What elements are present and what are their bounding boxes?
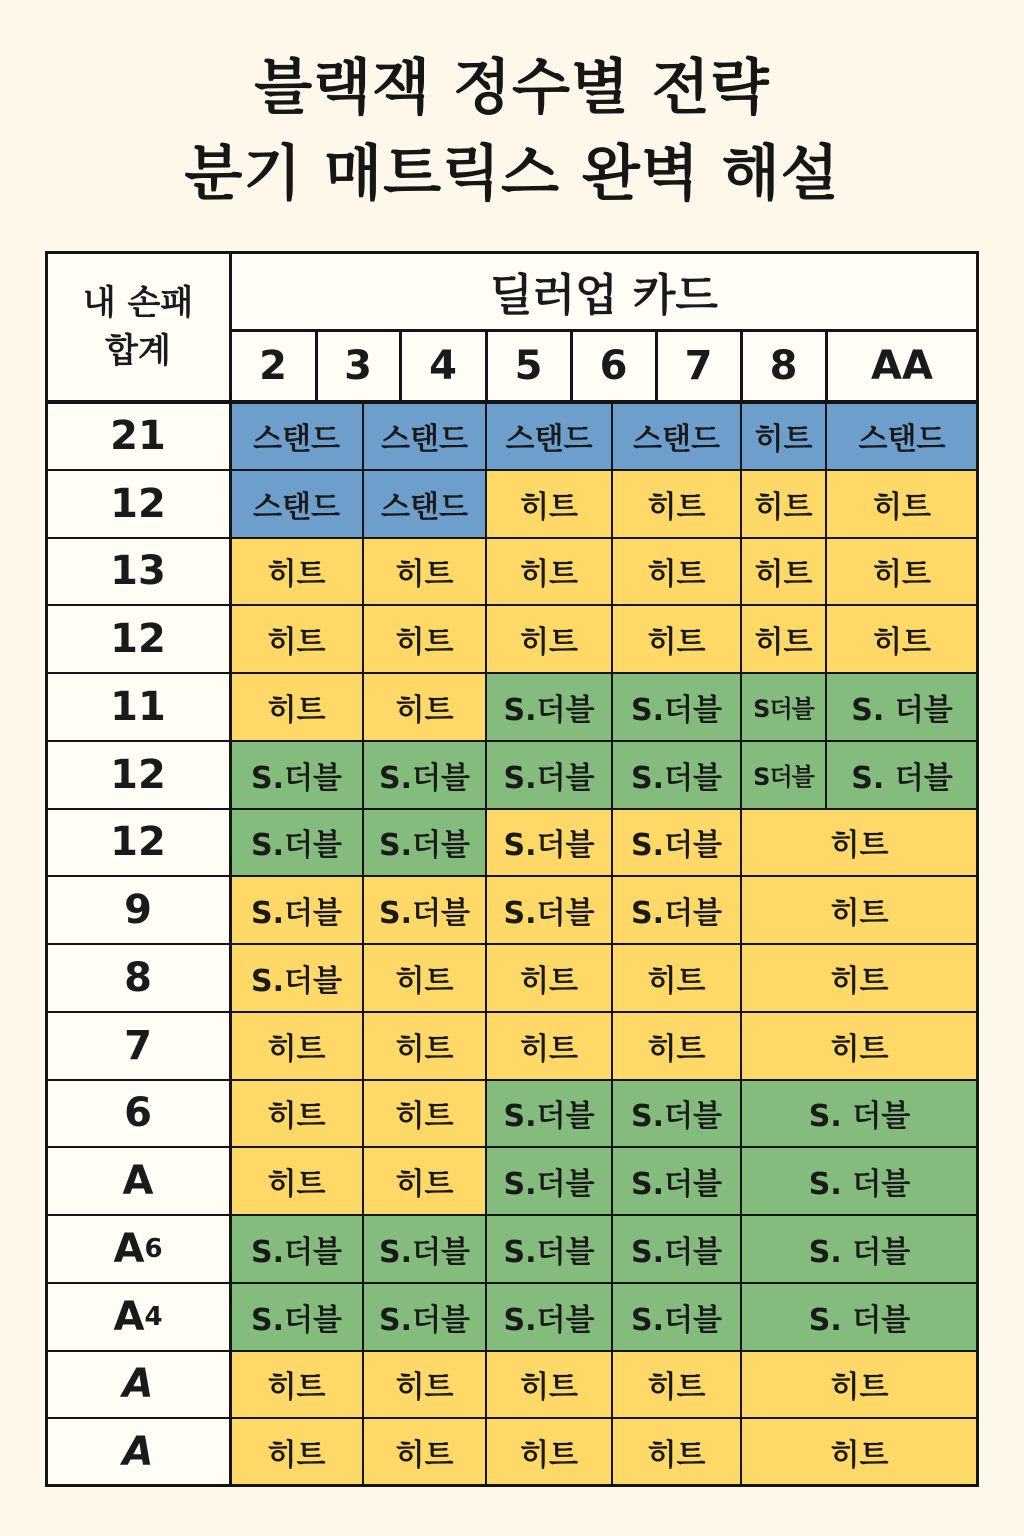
row-divider: [46, 875, 978, 877]
action-cell: S. 더블: [741, 1147, 978, 1215]
action-cell: 스탠드: [612, 402, 741, 470]
action-cell: S.더블: [612, 1080, 741, 1148]
cell-divider: [485, 605, 487, 673]
cell-divider: [485, 1351, 487, 1419]
cell-divider: [362, 1215, 364, 1283]
row-divider: [46, 1079, 978, 1081]
cell-divider: [362, 944, 364, 1012]
cell-divider: [362, 402, 364, 470]
cell-divider: [611, 538, 613, 606]
cell-divider: [825, 538, 827, 606]
cell-divider: [611, 944, 613, 1012]
cell-divider: [611, 1351, 613, 1419]
action-cell: 히트: [741, 809, 978, 877]
cell-divider: [740, 1012, 742, 1080]
cell-divider: [825, 605, 827, 673]
hand-total-label: [46, 809, 230, 877]
action-cell: 히트: [363, 1351, 486, 1419]
row-divider: [46, 808, 978, 810]
action-cell: S. 더블: [826, 673, 978, 741]
action-cell: 히트: [486, 1418, 612, 1486]
action-cell: S.더블: [612, 673, 741, 741]
action-cell: S.더블: [486, 1147, 612, 1215]
action-cell: 히트: [612, 1351, 741, 1419]
hand-total-text: 8: [124, 954, 152, 1001]
cell-divider: [740, 538, 742, 606]
dealer-upcard-header: 딜러업 카드: [230, 252, 978, 330]
hand-total-header: 내 손패 합계: [46, 252, 230, 402]
cell-divider: [825, 741, 827, 809]
cell-divider: [740, 1283, 742, 1351]
action-cell: 히트: [230, 1080, 363, 1148]
action-cell: 히트: [486, 470, 612, 538]
action-cell: S.더블: [230, 944, 363, 1012]
action-cell: S.더블: [486, 741, 612, 809]
action-cell: 히트: [486, 538, 612, 606]
action-cell: 히트: [486, 1012, 612, 1080]
cell-divider: [362, 1012, 364, 1080]
hand-total-text: A: [122, 1158, 154, 1205]
page-title-line-1: 블랙잭 정수별 전략: [254, 53, 770, 123]
upcard-header-7: 8: [741, 330, 826, 402]
action-cell: 히트: [486, 944, 612, 1012]
row-divider: [46, 1282, 978, 1284]
action-cell: S.더블: [230, 1283, 363, 1351]
action-cell: 히트: [741, 944, 978, 1012]
cell-divider: [362, 605, 364, 673]
hand-total-text: 12: [110, 819, 166, 866]
hand-total-label: [46, 1012, 230, 1080]
cell-divider: [740, 944, 742, 1012]
row-divider: [46, 1417, 978, 1419]
table-border-right: [976, 251, 979, 1487]
hand-total-label: [46, 538, 230, 606]
action-cell: S.더블: [486, 673, 612, 741]
cell-divider: [611, 1080, 613, 1148]
hand-total-text: 6: [124, 1090, 152, 1137]
action-cell: 히트: [363, 538, 486, 606]
action-cell: S.더블: [486, 809, 612, 877]
cell-divider: [740, 741, 742, 809]
cell-divider: [740, 605, 742, 673]
cell-divider: [740, 402, 742, 470]
hand-total-label: [46, 402, 230, 470]
cell-divider: [740, 1418, 742, 1486]
action-cell: 스탠드: [363, 402, 486, 470]
cell-divider: [611, 673, 613, 741]
cell-divider: [740, 876, 742, 944]
action-cell: 히트: [363, 1080, 486, 1148]
cell-divider: [362, 673, 364, 741]
upcard-header-2: 3: [316, 330, 400, 402]
cell-divider: [485, 944, 487, 1012]
row-divider: [46, 943, 978, 945]
table-border-left: [45, 251, 48, 1487]
cell-divider: [362, 741, 364, 809]
hand-total-text: 12: [110, 751, 166, 798]
cell-divider: [740, 1215, 742, 1283]
action-cell: 히트: [826, 538, 978, 606]
upcard-divider: [315, 330, 318, 402]
action-cell: S.더블: [363, 1215, 486, 1283]
row-divider: [46, 672, 978, 674]
cell-divider: [485, 1215, 487, 1283]
page-title-line-2: 분기 매트릭스 완벽 해설: [184, 139, 840, 209]
hand-total-text: 12: [110, 480, 166, 527]
cell-divider: [740, 1351, 742, 1419]
cell-divider: [362, 809, 364, 877]
cell-divider: [485, 470, 487, 538]
action-cell: 스탠드: [486, 402, 612, 470]
action-cell: 히트: [230, 1351, 363, 1419]
cell-divider: [611, 1418, 613, 1486]
action-cell: S.더블: [230, 741, 363, 809]
action-cell: S.더블: [612, 876, 741, 944]
action-cell: 히트: [826, 470, 978, 538]
row-divider: [46, 1146, 978, 1148]
action-cell: S.더블: [486, 876, 612, 944]
upcard-header-1: 2: [230, 330, 316, 402]
action-cell: S더블: [741, 673, 826, 741]
action-cell: 스탠드: [230, 470, 363, 538]
action-cell: S. 더블: [826, 741, 978, 809]
hand-total-label: [46, 1418, 230, 1486]
cell-divider: [362, 876, 364, 944]
action-cell: 히트: [363, 1012, 486, 1080]
action-cell: S.더블: [486, 1283, 612, 1351]
action-cell: S더블: [741, 741, 826, 809]
row-divider: [46, 740, 978, 742]
hand-total-label: [46, 1351, 230, 1419]
row-divider: [46, 1350, 978, 1352]
cell-divider: [611, 876, 613, 944]
action-cell: S.더블: [486, 1215, 612, 1283]
action-cell: S.더블: [363, 741, 486, 809]
hand-total-text: 12: [110, 616, 166, 663]
row-divider: [46, 537, 978, 539]
action-cell: S.더블: [363, 809, 486, 877]
table-border-top: [45, 251, 979, 254]
hand-total-label: [46, 605, 230, 673]
hand-total-label: [46, 944, 230, 1012]
hand-total-text: 7: [124, 1022, 152, 1069]
cell-divider: [485, 673, 487, 741]
row-divider: [46, 469, 978, 471]
hand-total-label: [46, 673, 230, 741]
action-cell: 히트: [741, 605, 826, 673]
action-cell: 히트: [741, 470, 826, 538]
action-cell: S.더블: [612, 1283, 741, 1351]
upcard-divider: [485, 330, 488, 402]
hand-total-label: [46, 1147, 230, 1215]
action-cell: 히트: [363, 944, 486, 1012]
label-column-divider: [229, 252, 232, 1486]
action-cell: S. 더블: [741, 1215, 978, 1283]
upcard-divider: [740, 330, 743, 402]
row-divider: [46, 1011, 978, 1013]
cell-divider: [825, 673, 827, 741]
hand-total-label: [46, 1080, 230, 1148]
upcard-header-6: 7: [656, 330, 741, 402]
table-border-bottom: [45, 1484, 979, 1487]
cell-divider: [362, 1147, 364, 1215]
cell-divider: [611, 741, 613, 809]
hand-total-text: A: [122, 1429, 154, 1476]
cell-divider: [611, 1283, 613, 1351]
hand-total-text: A: [122, 1361, 154, 1408]
cell-divider: [362, 1351, 364, 1419]
hand-total-superscript: 4: [144, 1301, 163, 1332]
upcard-divider: [825, 330, 828, 402]
action-cell: 히트: [363, 1147, 486, 1215]
hand-total-text: A: [113, 1225, 145, 1272]
action-cell: 히트: [230, 605, 363, 673]
cell-divider: [362, 1283, 364, 1351]
upcard-divider: [399, 330, 402, 402]
action-cell: 히트: [741, 1012, 978, 1080]
action-cell: S. 더블: [741, 1080, 978, 1148]
cell-divider: [362, 1080, 364, 1148]
hand-total-text: A: [113, 1293, 145, 1340]
action-cell: 히트: [363, 605, 486, 673]
action-cell: S.더블: [612, 809, 741, 877]
dealer-header-divider: [230, 329, 978, 332]
hand-total-label: [46, 1283, 230, 1351]
cell-divider: [611, 809, 613, 877]
cell-divider: [611, 1215, 613, 1283]
action-cell: 히트: [612, 538, 741, 606]
action-cell: 히트: [230, 673, 363, 741]
action-cell: 히트: [230, 538, 363, 606]
hand-total-label: [46, 741, 230, 809]
cell-divider: [611, 402, 613, 470]
action-cell: S.더블: [230, 809, 363, 877]
cell-divider: [485, 402, 487, 470]
action-cell: 히트: [486, 1351, 612, 1419]
upcard-divider: [570, 330, 573, 402]
cell-divider: [825, 470, 827, 538]
action-cell: 히트: [741, 1351, 978, 1419]
action-cell: S.더블: [612, 1215, 741, 1283]
cell-divider: [825, 402, 827, 470]
cell-divider: [611, 605, 613, 673]
cell-divider: [740, 470, 742, 538]
hand-total-label: [46, 1215, 230, 1283]
cell-divider: [485, 741, 487, 809]
action-cell: S.더블: [612, 741, 741, 809]
action-cell: S.더블: [363, 1283, 486, 1351]
action-cell: S.더블: [230, 876, 363, 944]
upcard-header-5: 6: [571, 330, 656, 402]
cell-divider: [485, 538, 487, 606]
action-cell: 히트: [363, 1418, 486, 1486]
action-cell: S. 더블: [741, 1283, 978, 1351]
upcard-header-4: 5: [486, 330, 571, 402]
action-cell: 히트: [230, 1418, 363, 1486]
cell-divider: [362, 1418, 364, 1486]
row-divider: [46, 604, 978, 606]
cell-divider: [485, 809, 487, 877]
cell-divider: [362, 470, 364, 538]
action-cell: 히트: [612, 1012, 741, 1080]
row-divider: [46, 1214, 978, 1216]
cell-divider: [740, 1147, 742, 1215]
hand-total-text: 11: [110, 683, 166, 730]
action-cell: 히트: [612, 605, 741, 673]
hand-total-label: [46, 470, 230, 538]
cell-divider: [485, 1283, 487, 1351]
upcard-header-3: 4: [400, 330, 486, 402]
cell-divider: [740, 809, 742, 877]
upcard-divider: [655, 330, 658, 402]
cell-divider: [485, 1418, 487, 1486]
action-cell: 히트: [741, 402, 826, 470]
action-cell: 히트: [612, 1418, 741, 1486]
header-body-divider: [46, 400, 978, 404]
hand-total-text: 13: [110, 548, 166, 595]
hand-total-text: 21: [110, 412, 166, 459]
cell-divider: [611, 470, 613, 538]
cell-divider: [485, 1080, 487, 1148]
upcard-header-8: AA: [826, 330, 978, 402]
action-cell: 히트: [363, 673, 486, 741]
action-cell: 히트: [741, 1418, 978, 1486]
action-cell: 히트: [612, 944, 741, 1012]
action-cell: 스탠드: [826, 402, 978, 470]
cell-divider: [485, 1012, 487, 1080]
action-cell: S.더블: [363, 876, 486, 944]
cell-divider: [362, 538, 364, 606]
action-cell: 히트: [230, 1147, 363, 1215]
action-cell: 히트: [741, 538, 826, 606]
cell-divider: [485, 876, 487, 944]
hand-total-label: [46, 876, 230, 944]
action-cell: S.더블: [230, 1215, 363, 1283]
cell-divider: [611, 1012, 613, 1080]
action-cell: 히트: [612, 470, 741, 538]
action-cell: 히트: [741, 876, 978, 944]
action-cell: 히트: [826, 605, 978, 673]
cell-divider: [740, 673, 742, 741]
action-cell: 히트: [486, 605, 612, 673]
action-cell: S.더블: [486, 1080, 612, 1148]
action-cell: 스탠드: [230, 402, 363, 470]
action-cell: S.더블: [612, 1147, 741, 1215]
action-cell: 스탠드: [363, 470, 486, 538]
cell-divider: [740, 1080, 742, 1148]
action-cell: 히트: [230, 1012, 363, 1080]
hand-total-superscript: 6: [144, 1233, 163, 1264]
cell-divider: [485, 1147, 487, 1215]
cell-divider: [611, 1147, 613, 1215]
hand-total-text: 9: [124, 887, 152, 934]
